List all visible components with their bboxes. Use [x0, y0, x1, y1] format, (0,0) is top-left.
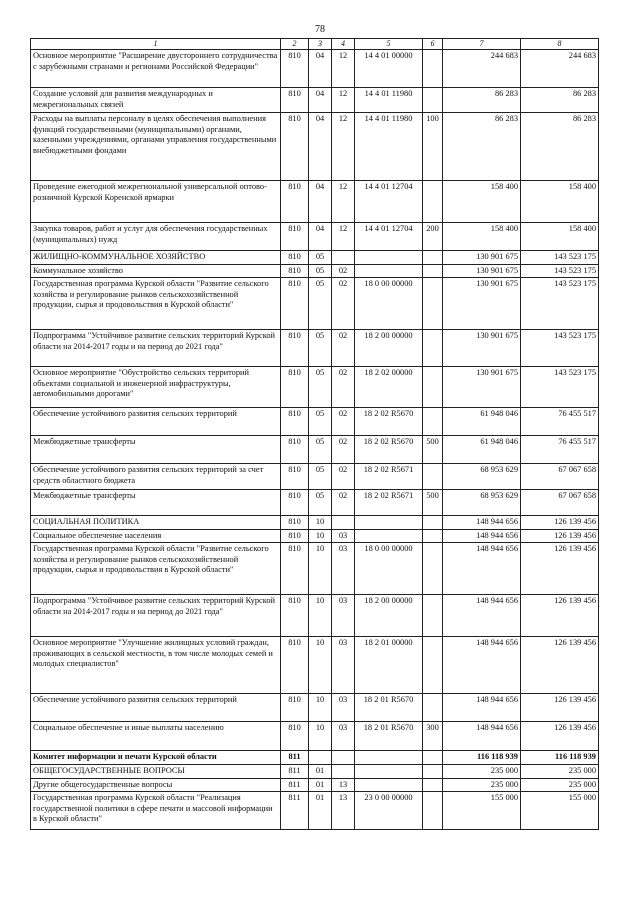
expense-type-cell: 500: [423, 436, 443, 464]
amount-year2-cell: 126 139 456: [521, 595, 599, 637]
target-article-cell: 18 2 02 R5671: [355, 490, 423, 516]
expense-type-cell: 500: [423, 490, 443, 516]
section-code-cell: 05: [309, 251, 332, 265]
amount-year1-cell: 244 683: [443, 50, 521, 88]
amount-year2-cell: 235 000: [521, 778, 599, 792]
table-row: [31, 408, 599, 436]
target-article-cell: 14 4 01 12704: [355, 223, 423, 251]
amount-year1-cell: 68 953 629: [443, 464, 521, 490]
section-code-cell: 04: [309, 113, 332, 181]
table-row: [31, 264, 599, 278]
table-row: [31, 637, 599, 694]
amount-year2-cell: 126 139 456: [521, 529, 599, 543]
ved-code-cell: 810: [281, 181, 309, 223]
table-row: [31, 765, 599, 779]
target-article-cell: [355, 529, 423, 543]
amount-year2-cell: 158 400: [521, 223, 599, 251]
header-row: [31, 39, 599, 50]
section-code-cell: 05: [309, 264, 332, 278]
section-code-cell: 04: [309, 50, 332, 88]
subsection-code-cell: 02: [332, 278, 355, 330]
header-cell: 6: [423, 39, 443, 50]
target-article-cell: [355, 251, 423, 265]
ved-code-cell: 810: [281, 436, 309, 464]
target-article-cell: 18 2 00 00000: [355, 595, 423, 637]
target-article-cell: [355, 765, 423, 779]
amount-year2-cell: 143 523 175: [521, 367, 599, 408]
amount-year2-cell: 86 283: [521, 113, 599, 181]
subsection-code-cell: 03: [332, 694, 355, 722]
expense-type-cell: [423, 778, 443, 792]
table-row: [31, 516, 599, 530]
expense-type-cell: [423, 50, 443, 88]
table-row: [31, 464, 599, 490]
row-name-cell: Социальное обеспечение населения: [31, 529, 281, 543]
expense-type-cell: [423, 637, 443, 694]
amount-year2-cell: 126 139 456: [521, 722, 599, 751]
ved-code-cell: 810: [281, 251, 309, 265]
amount-year1-cell: 61 948 046: [443, 436, 521, 464]
table-row: [31, 792, 599, 830]
amount-year1-cell: 148 944 656: [443, 543, 521, 595]
row-name-cell: Государственная программа Курской области "Реализация государственной политики в сфере печати и массовой информации в Курской области": [31, 792, 281, 830]
expense-type-cell: [423, 751, 443, 765]
amount-year1-cell: 148 944 656: [443, 722, 521, 751]
table-row: [31, 694, 599, 722]
target-article-cell: 18 0 00 00000: [355, 278, 423, 330]
section-code-cell: 10: [309, 543, 332, 595]
subsection-code-cell: 13: [332, 792, 355, 830]
amount-year2-cell: 67 067 658: [521, 464, 599, 490]
budget-table: [30, 38, 599, 830]
subsection-code-cell: 02: [332, 408, 355, 436]
subsection-code-cell: 12: [332, 181, 355, 223]
ved-code-cell: 810: [281, 278, 309, 330]
amount-year2-cell: 143 523 175: [521, 251, 599, 265]
target-article-cell: 18 2 00 00000: [355, 330, 423, 367]
subsection-code-cell: 03: [332, 543, 355, 595]
ved-code-cell: 810: [281, 408, 309, 436]
expense-type-cell: [423, 765, 443, 779]
amount-year1-cell: 158 400: [443, 223, 521, 251]
section-code-cell: 04: [309, 181, 332, 223]
ved-code-cell: 810: [281, 694, 309, 722]
amount-year2-cell: 126 139 456: [521, 637, 599, 694]
expense-type-cell: [423, 88, 443, 113]
subsection-code-cell: 03: [332, 595, 355, 637]
section-code-cell: 05: [309, 408, 332, 436]
row-name-cell: Обеспечение устойчивого развития сельских территорий за счет средств областного бюджета: [31, 464, 281, 490]
amount-year1-cell: 148 944 656: [443, 516, 521, 530]
ved-code-cell: 810: [281, 595, 309, 637]
section-code-cell: [309, 751, 332, 765]
target-article-cell: 14 4 01 12704: [355, 181, 423, 223]
section-code-cell: 05: [309, 436, 332, 464]
target-article-cell: 18 2 02 R5670: [355, 436, 423, 464]
row-name-cell: Подпрограмма "Устойчивое развитие сельских территорий Курской области на 2014-2017 годы и на период до 2021 года": [31, 330, 281, 367]
subsection-code-cell: 12: [332, 88, 355, 113]
page-number: 78: [315, 24, 325, 35]
section-code-cell: 10: [309, 694, 332, 722]
amount-year1-cell: 148 944 656: [443, 694, 521, 722]
target-article-cell: 14 4 01 00000: [355, 50, 423, 88]
section-code-cell: 01: [309, 778, 332, 792]
section-code-cell: 04: [309, 223, 332, 251]
ved-code-cell: 810: [281, 113, 309, 181]
amount-year2-cell: 126 139 456: [521, 543, 599, 595]
expense-type-cell: [423, 330, 443, 367]
subsection-code-cell: 12: [332, 223, 355, 251]
amount-year2-cell: 143 523 175: [521, 330, 599, 367]
header-cell: 7: [443, 39, 521, 50]
amount-year1-cell: 155 000: [443, 792, 521, 830]
section-code-cell: 04: [309, 88, 332, 113]
ved-code-cell: 811: [281, 765, 309, 779]
expense-type-cell: [423, 367, 443, 408]
section-code-cell: 10: [309, 595, 332, 637]
target-article-cell: 18 2 02 R5670: [355, 408, 423, 436]
expense-type-cell: [423, 278, 443, 330]
row-name-cell: Основное мероприятие "Расширение двустороннего сотрудничества с зарубежными странами и регионами Российской Федерации": [31, 50, 281, 88]
amount-year2-cell: 143 523 175: [521, 278, 599, 330]
section-code-cell: 05: [309, 490, 332, 516]
header-cell: 8: [521, 39, 599, 50]
table-row: [31, 223, 599, 251]
ved-code-cell: 810: [281, 529, 309, 543]
row-name-cell: Коммунальное хозяйство: [31, 264, 281, 278]
subsection-code-cell: [332, 251, 355, 265]
subsection-code-cell: 03: [332, 529, 355, 543]
amount-year2-cell: 76 455 517: [521, 408, 599, 436]
subsection-code-cell: [332, 751, 355, 765]
target-article-cell: [355, 264, 423, 278]
amount-year1-cell: 61 948 046: [443, 408, 521, 436]
table-row: [31, 490, 599, 516]
amount-year1-cell: 148 944 656: [443, 637, 521, 694]
expense-type-cell: [423, 181, 443, 223]
amount-year1-cell: 130 901 675: [443, 278, 521, 330]
table-row: [31, 88, 599, 113]
ved-code-cell: 810: [281, 50, 309, 88]
table-row: [31, 722, 599, 751]
row-name-cell: Закупка товаров, работ и услуг для обеспечения государственных (муниципальных) нужд: [31, 223, 281, 251]
amount-year2-cell: 244 683: [521, 50, 599, 88]
expense-type-cell: 300: [423, 722, 443, 751]
ved-code-cell: 811: [281, 778, 309, 792]
expense-type-cell: [423, 543, 443, 595]
ved-code-cell: 810: [281, 88, 309, 113]
header-cell: 2: [281, 39, 309, 50]
row-name-cell: Подпрограмма "Устойчивое развитие сельских территорий Курской области на 2014-2017 годы и на период до 2021 года": [31, 595, 281, 637]
row-name-cell: Государственная программа Курской области "Развитие сельского хозяйства и регулирование рынков сельскохозяйственной продукции, сырья и продовольствия в Курской области": [31, 543, 281, 595]
row-name-cell: Обеспечение устойчивого развития сельских территорий: [31, 694, 281, 722]
target-article-cell: 18 2 02 00000: [355, 367, 423, 408]
target-article-cell: 18 2 01 00000: [355, 637, 423, 694]
table-row: [31, 529, 599, 543]
target-article-cell: [355, 516, 423, 530]
expense-type-cell: [423, 408, 443, 436]
row-name-cell: Создание условий для развития международных и межрегиональных связей: [31, 88, 281, 113]
target-article-cell: 18 0 00 00000: [355, 543, 423, 595]
amount-year1-cell: 148 944 656: [443, 529, 521, 543]
expense-type-cell: [423, 595, 443, 637]
amount-year1-cell: 68 953 629: [443, 490, 521, 516]
target-article-cell: 18 2 01 R5670: [355, 694, 423, 722]
amount-year2-cell: 235 000: [521, 765, 599, 779]
target-article-cell: 18 2 02 R5671: [355, 464, 423, 490]
amount-year1-cell: 86 283: [443, 113, 521, 181]
amount-year1-cell: 116 118 939: [443, 751, 521, 765]
amount-year2-cell: 67 067 658: [521, 490, 599, 516]
amount-year2-cell: 76 455 517: [521, 436, 599, 464]
section-code-cell: 05: [309, 367, 332, 408]
header-cell: 1: [31, 39, 281, 50]
amount-year2-cell: 126 139 456: [521, 694, 599, 722]
subsection-code-cell: 02: [332, 464, 355, 490]
target-article-cell: [355, 751, 423, 765]
section-code-cell: 10: [309, 516, 332, 530]
amount-year2-cell: 143 523 175: [521, 264, 599, 278]
amount-year1-cell: 130 901 675: [443, 251, 521, 265]
ved-code-cell: 810: [281, 490, 309, 516]
amount-year1-cell: 86 283: [443, 88, 521, 113]
table-row: [31, 113, 599, 181]
ved-code-cell: 810: [281, 367, 309, 408]
ved-code-cell: 810: [281, 722, 309, 751]
table-row: [31, 595, 599, 637]
target-article-cell: 14 4 01 11980: [355, 113, 423, 181]
expense-type-cell: [423, 264, 443, 278]
expense-type-cell: [423, 529, 443, 543]
table-row: [31, 751, 599, 765]
amount-year2-cell: 116 118 939: [521, 751, 599, 765]
expense-type-cell: 100: [423, 113, 443, 181]
row-name-cell: ОБЩЕГОСУДАРСТВЕННЫЕ ВОПРОСЫ: [31, 765, 281, 779]
row-name-cell: ЖИЛИЩНО-КОММУНАЛЬНОЕ ХОЗЯЙСТВО: [31, 251, 281, 265]
ved-code-cell: 811: [281, 751, 309, 765]
amount-year1-cell: 158 400: [443, 181, 521, 223]
table-row: [31, 330, 599, 367]
section-code-cell: 05: [309, 278, 332, 330]
amount-year2-cell: 126 139 456: [521, 516, 599, 530]
amount-year1-cell: 235 000: [443, 778, 521, 792]
table-row: [31, 436, 599, 464]
target-article-cell: 23 0 00 00000: [355, 792, 423, 830]
subsection-code-cell: 03: [332, 637, 355, 694]
ved-code-cell: 810: [281, 543, 309, 595]
amount-year2-cell: 158 400: [521, 181, 599, 223]
row-name-cell: Обеспечение устойчивого развития сельских территорий: [31, 408, 281, 436]
table-row: [31, 367, 599, 408]
subsection-code-cell: 03: [332, 722, 355, 751]
table-row: [31, 251, 599, 265]
amount-year2-cell: 155 000: [521, 792, 599, 830]
expense-type-cell: [423, 251, 443, 265]
expense-type-cell: [423, 792, 443, 830]
target-article-cell: [355, 778, 423, 792]
table-row: [31, 278, 599, 330]
row-name-cell: Расходы на выплаты персоналу в целях обеспечения выполнения функций государственными (муниципальными) органами, казенными учреждениями, органами управления государственными внебюджетными фондами: [31, 113, 281, 181]
subsection-code-cell: 12: [332, 113, 355, 181]
ved-code-cell: 810: [281, 516, 309, 530]
subsection-code-cell: [332, 516, 355, 530]
row-name-cell: Социальное обеспечение и иные выплаты населению: [31, 722, 281, 751]
expense-type-cell: 200: [423, 223, 443, 251]
table-row: [31, 50, 599, 88]
subsection-code-cell: 02: [332, 490, 355, 516]
subsection-code-cell: 02: [332, 264, 355, 278]
table-row: [31, 778, 599, 792]
row-name-cell: СОЦИАЛЬНАЯ ПОЛИТИКА: [31, 516, 281, 530]
subsection-code-cell: 12: [332, 50, 355, 88]
header-cell: 5: [355, 39, 423, 50]
subsection-code-cell: 13: [332, 778, 355, 792]
ved-code-cell: 810: [281, 464, 309, 490]
section-code-cell: 01: [309, 765, 332, 779]
row-name-cell: Другие общегосударственные вопросы: [31, 778, 281, 792]
section-code-cell: 05: [309, 330, 332, 367]
row-name-cell: Межбюджетные трансферты: [31, 436, 281, 464]
ved-code-cell: 811: [281, 792, 309, 830]
row-name-cell: Комитет информации и печати Курской области: [31, 751, 281, 765]
subsection-code-cell: 02: [332, 367, 355, 408]
section-code-cell: 05: [309, 464, 332, 490]
row-name-cell: Проведение ежегодной межрегиональной универсальной оптово-розничной Курской Коренской ярмарки: [31, 181, 281, 223]
amount-year1-cell: 235 000: [443, 765, 521, 779]
ved-code-cell: 810: [281, 637, 309, 694]
row-name-cell: Межбюджетные трансферты: [31, 490, 281, 516]
header-cell: 3: [309, 39, 332, 50]
section-code-cell: 10: [309, 637, 332, 694]
ved-code-cell: 810: [281, 223, 309, 251]
subsection-code-cell: 02: [332, 330, 355, 367]
section-code-cell: 10: [309, 722, 332, 751]
table-row: [31, 181, 599, 223]
table-row: [31, 543, 599, 595]
amount-year1-cell: 130 901 675: [443, 367, 521, 408]
expense-type-cell: [423, 516, 443, 530]
target-article-cell: 18 2 01 R5670: [355, 722, 423, 751]
expense-type-cell: [423, 694, 443, 722]
row-name-cell: Основное мероприятие "Обустройство сельских территорий объектами социальной и инженерной инфраструктуры, автомобильными дорогами": [31, 367, 281, 408]
section-code-cell: 10: [309, 529, 332, 543]
target-article-cell: 14 4 01 11980: [355, 88, 423, 113]
row-name-cell: Основное мероприятие "Улучшение жилищных условий граждан, проживающих в сельской местности, в том числе молодых семей и молодых специалистов": [31, 637, 281, 694]
ved-code-cell: 810: [281, 330, 309, 367]
amount-year2-cell: 86 283: [521, 88, 599, 113]
ved-code-cell: 810: [281, 264, 309, 278]
section-code-cell: 01: [309, 792, 332, 830]
amount-year1-cell: 130 901 675: [443, 330, 521, 367]
row-name-cell: Государственная программа Курской области "Развитие сельского хозяйства и регулирование рынков сельскохозяйственной продукции, сырья и продовольствия в Курской области": [31, 278, 281, 330]
subsection-code-cell: 02: [332, 436, 355, 464]
expense-type-cell: [423, 464, 443, 490]
subsection-code-cell: [332, 765, 355, 779]
header-cell: 4: [332, 39, 355, 50]
amount-year1-cell: 130 901 675: [443, 264, 521, 278]
amount-year1-cell: 148 944 656: [443, 595, 521, 637]
